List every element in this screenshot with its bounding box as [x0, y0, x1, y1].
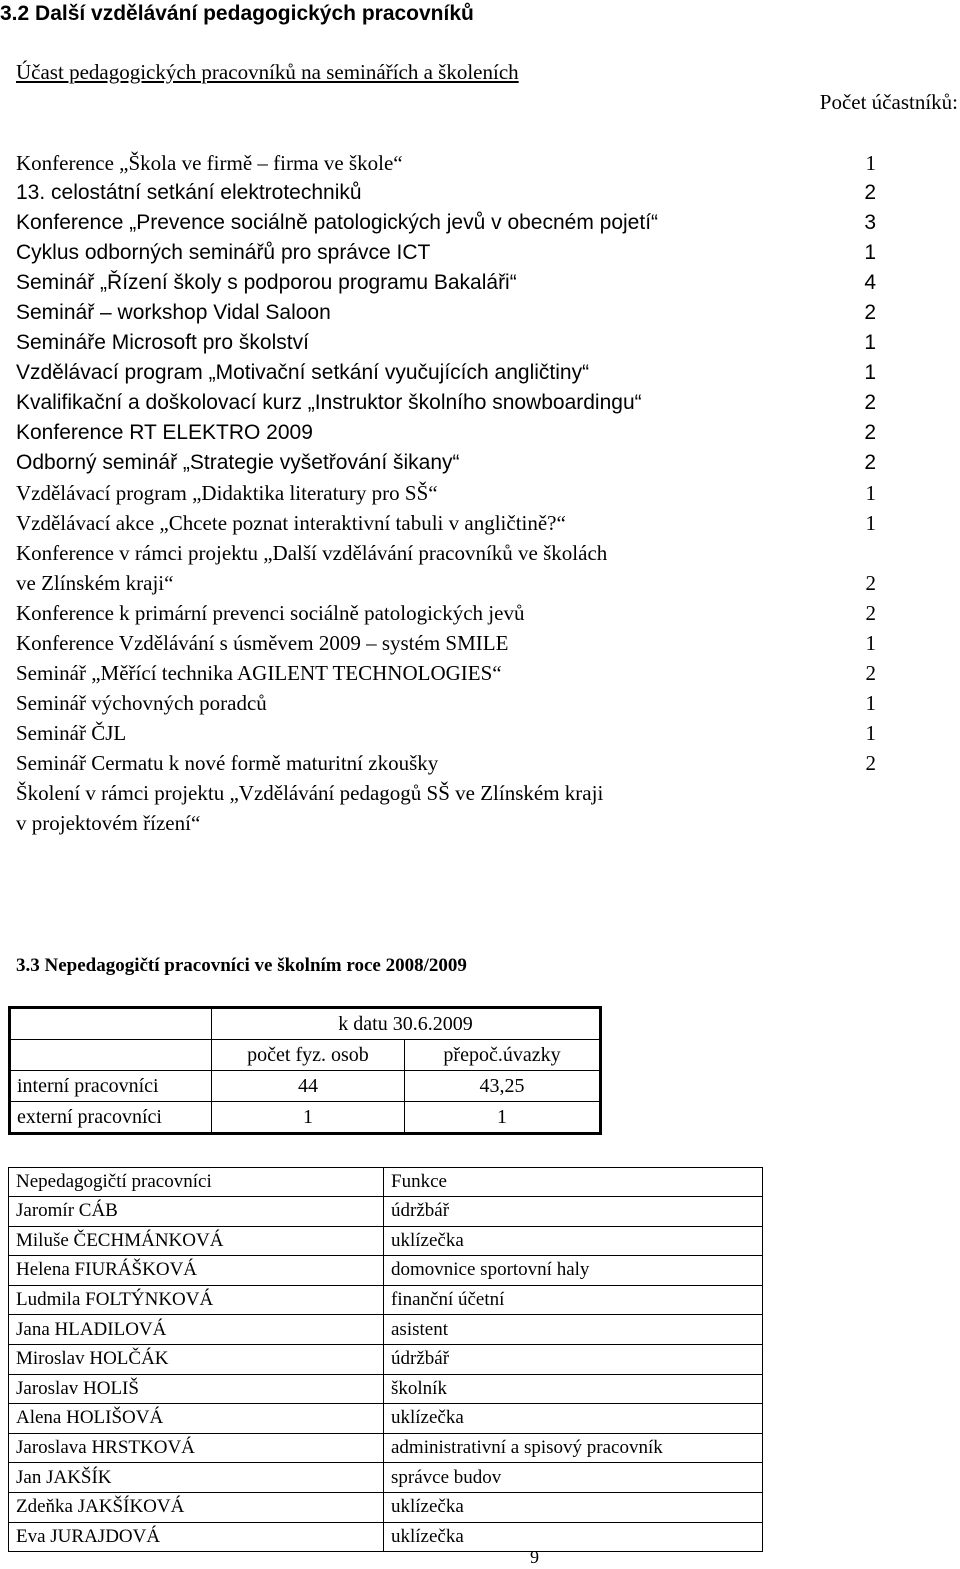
activity-count: 1	[865, 631, 876, 655]
activity-count: 1	[864, 361, 876, 384]
activity-label: Seminář – workshop Vidal Saloon	[16, 301, 331, 324]
table-row	[9, 1433, 763, 1463]
list-item	[16, 538, 876, 598]
activity-count: 2	[865, 751, 876, 775]
empty-corner-cell	[10, 1008, 212, 1040]
table-row	[9, 1226, 763, 1256]
list-item	[16, 478, 876, 508]
table-row	[9, 1492, 763, 1522]
table-row	[9, 1256, 763, 1286]
list-item	[16, 508, 876, 538]
staff-role: asistent	[384, 1315, 763, 1345]
table-row	[9, 1315, 763, 1345]
list-item	[16, 268, 876, 298]
row-value-fte: 43,25	[405, 1071, 601, 1102]
activity-label: Seminář ČJL	[16, 721, 127, 745]
activity-label: Cyklus odborných seminářů pro správce ICT	[16, 241, 431, 264]
page-number: 9	[530, 1547, 539, 1567]
staff-name: Miroslav HOLČÁK	[9, 1344, 384, 1374]
activity-label: Konference „Prevence sociálně patologických jevů v obecném pojetí“	[16, 211, 659, 234]
activity-count: 1	[864, 241, 876, 264]
col-header-name: Nepedagogičtí pracovníci	[9, 1168, 384, 1197]
activity-count: 1	[864, 331, 876, 354]
staff-role: údržbář	[384, 1197, 763, 1227]
activity-label: Vzdělávací program „Motivační setkání vyučujících angličtiny“	[16, 361, 590, 384]
activity-label: Odborný seminář „Strategie vyšetřování šikany“	[16, 451, 460, 474]
staff-role: školník	[384, 1374, 763, 1404]
staff-name: Alena HOLIŠOVÁ	[9, 1404, 384, 1434]
staff-role: uklízečka	[384, 1492, 763, 1522]
list-item	[16, 748, 876, 778]
list-item	[16, 688, 876, 718]
list-item	[16, 208, 876, 238]
staff-name: Jan JAKŠÍK	[9, 1463, 384, 1493]
staff-role: uklízečka	[384, 1522, 763, 1552]
list-item	[16, 358, 876, 388]
staff-stats-table	[8, 1006, 602, 1135]
activity-label: Seminář „Měřící technika AGILENT TECHNOLOGIES“	[16, 661, 502, 685]
staff-name: Eva JURAJDOVÁ	[9, 1522, 384, 1552]
list-item	[16, 238, 876, 268]
list-item	[16, 598, 876, 628]
col-header-role: Funkce	[384, 1168, 763, 1197]
list-item	[16, 628, 876, 658]
table-row	[9, 1374, 763, 1404]
activity-label-line2: ve Zlínském kraji“	[16, 571, 174, 595]
staff-role: uklízečka	[384, 1226, 763, 1256]
staff-name: Jaroslava HRSTKOVÁ	[9, 1433, 384, 1463]
activities-list	[16, 148, 876, 838]
activity-label-line1: Školení v rámci projektu „Vzdělávání pedagogů SŠ ve Zlínském kraji	[16, 781, 604, 805]
activity-count: 1	[865, 721, 876, 745]
activity-label: Vzdělávací program „Didaktika literatury pro SŠ“	[16, 481, 438, 505]
activity-count: 1	[865, 481, 876, 505]
col-fte: přepoč.úvazky	[405, 1040, 601, 1071]
activity-count: 1	[865, 691, 876, 715]
activity-label-line1: Konference v rámci projektu „Další vzdělávání pracovníků ve školách	[16, 541, 608, 565]
list-item	[16, 778, 876, 838]
section-33-title: 3.3 Nepedagogičtí pracovníci ve školním roce 2008/2009	[16, 955, 467, 976]
count-column-header: Počet účastníků:	[819, 90, 958, 114]
staff-role: domovnice sportovní haly	[384, 1256, 763, 1286]
staff-name: Zdeňka JAKŠÍKOVÁ	[9, 1492, 384, 1522]
table-row	[10, 1102, 601, 1134]
list-item	[16, 178, 876, 208]
table-row	[9, 1344, 763, 1374]
staff-name: Miluše ČECHMÁNKOVÁ	[9, 1226, 384, 1256]
section-heading: 3.2 Další vzdělávání pedagogických pracovníků	[0, 2, 474, 25]
list-item	[16, 388, 876, 418]
staff-name: Ludmila FOLTÝNKOVÁ	[9, 1285, 384, 1315]
staff-role: správce budov	[384, 1463, 763, 1493]
activity-count	[856, 808, 876, 838]
activity-count: 2	[864, 181, 876, 204]
activity-label: Konference RT ELEKTRO 2009	[16, 421, 313, 444]
table-row	[10, 1071, 601, 1102]
activity-count: 2	[864, 451, 876, 474]
table-row	[9, 1404, 763, 1434]
table-row	[9, 1522, 763, 1552]
row-value-persons: 1	[212, 1102, 405, 1134]
activity-label-line2: v projektovém řízení“	[16, 811, 201, 835]
activity-count: 2	[864, 391, 876, 414]
col-physical-persons: počet fyz. osob	[212, 1040, 405, 1071]
date-header: k datu 30.6.2009	[212, 1008, 601, 1040]
list-item	[16, 298, 876, 328]
non-teaching-staff-table	[8, 1167, 763, 1552]
table-row	[9, 1197, 763, 1227]
activity-label: Konference k primární prevenci sociálně patologických jevů	[16, 601, 525, 625]
activity-label: Semináře Microsoft pro školství	[16, 331, 309, 354]
activity-label: Kvalifikační a doškolovací kurz „Instruktor školního snowboardingu“	[16, 391, 642, 414]
activity-label: 13. celostátní setkání elektrotechniků	[16, 181, 362, 204]
list-item	[16, 658, 876, 688]
activity-count: 4	[864, 271, 876, 294]
staff-role: uklízečka	[384, 1404, 763, 1434]
row-value-persons: 44	[212, 1071, 405, 1102]
table-row	[9, 1463, 763, 1493]
activity-count: 2	[865, 661, 876, 685]
empty-label-cell	[10, 1040, 212, 1071]
activity-count: 2	[865, 571, 876, 595]
staff-role: administrativní a spisový pracovník	[384, 1433, 763, 1463]
activity-label: Seminář výchovných poradců	[16, 691, 267, 715]
staff-name: Jaromír CÁB	[9, 1197, 384, 1227]
activity-count: 2	[864, 421, 876, 444]
activity-count: 2	[865, 601, 876, 625]
activity-count: 3	[864, 211, 876, 234]
row-value-fte: 1	[405, 1102, 601, 1134]
activity-label: Vzdělávací akce „Chcete poznat interaktivní tabuli v angličtině?“	[16, 511, 566, 535]
table-row	[9, 1285, 763, 1315]
list-item	[16, 418, 876, 448]
activity-count: 2	[864, 301, 876, 324]
staff-role: finanční účetní	[384, 1285, 763, 1315]
activity-label: Konference „Škola ve firmě – firma ve škole“	[16, 151, 403, 175]
activity-count: 1	[865, 151, 876, 175]
row-label: interní pracovníci	[10, 1071, 212, 1102]
row-label: externí pracovníci	[10, 1102, 212, 1134]
staff-role: údržbář	[384, 1344, 763, 1374]
staff-name: Jaroslav HOLIŠ	[9, 1374, 384, 1404]
list-item	[16, 328, 876, 358]
activity-label: Seminář „Řízení školy s podporou programu Bakaláři“	[16, 271, 517, 294]
list-item	[16, 448, 876, 478]
section-subtitle: Účast pedagogických pracovníků na seminářích a školeních	[16, 60, 519, 84]
activity-count: 1	[865, 511, 876, 535]
staff-name: Helena FIURÁŠKOVÁ	[9, 1256, 384, 1286]
staff-name: Jana HLADILOVÁ	[9, 1315, 384, 1345]
list-item	[16, 718, 876, 748]
list-item	[16, 148, 876, 178]
activity-label: Konference Vzdělávání s úsměvem 2009 – systém SMILE	[16, 631, 509, 655]
activity-label: Seminář Cermatu k nové formě maturitní zkoušky	[16, 751, 439, 775]
